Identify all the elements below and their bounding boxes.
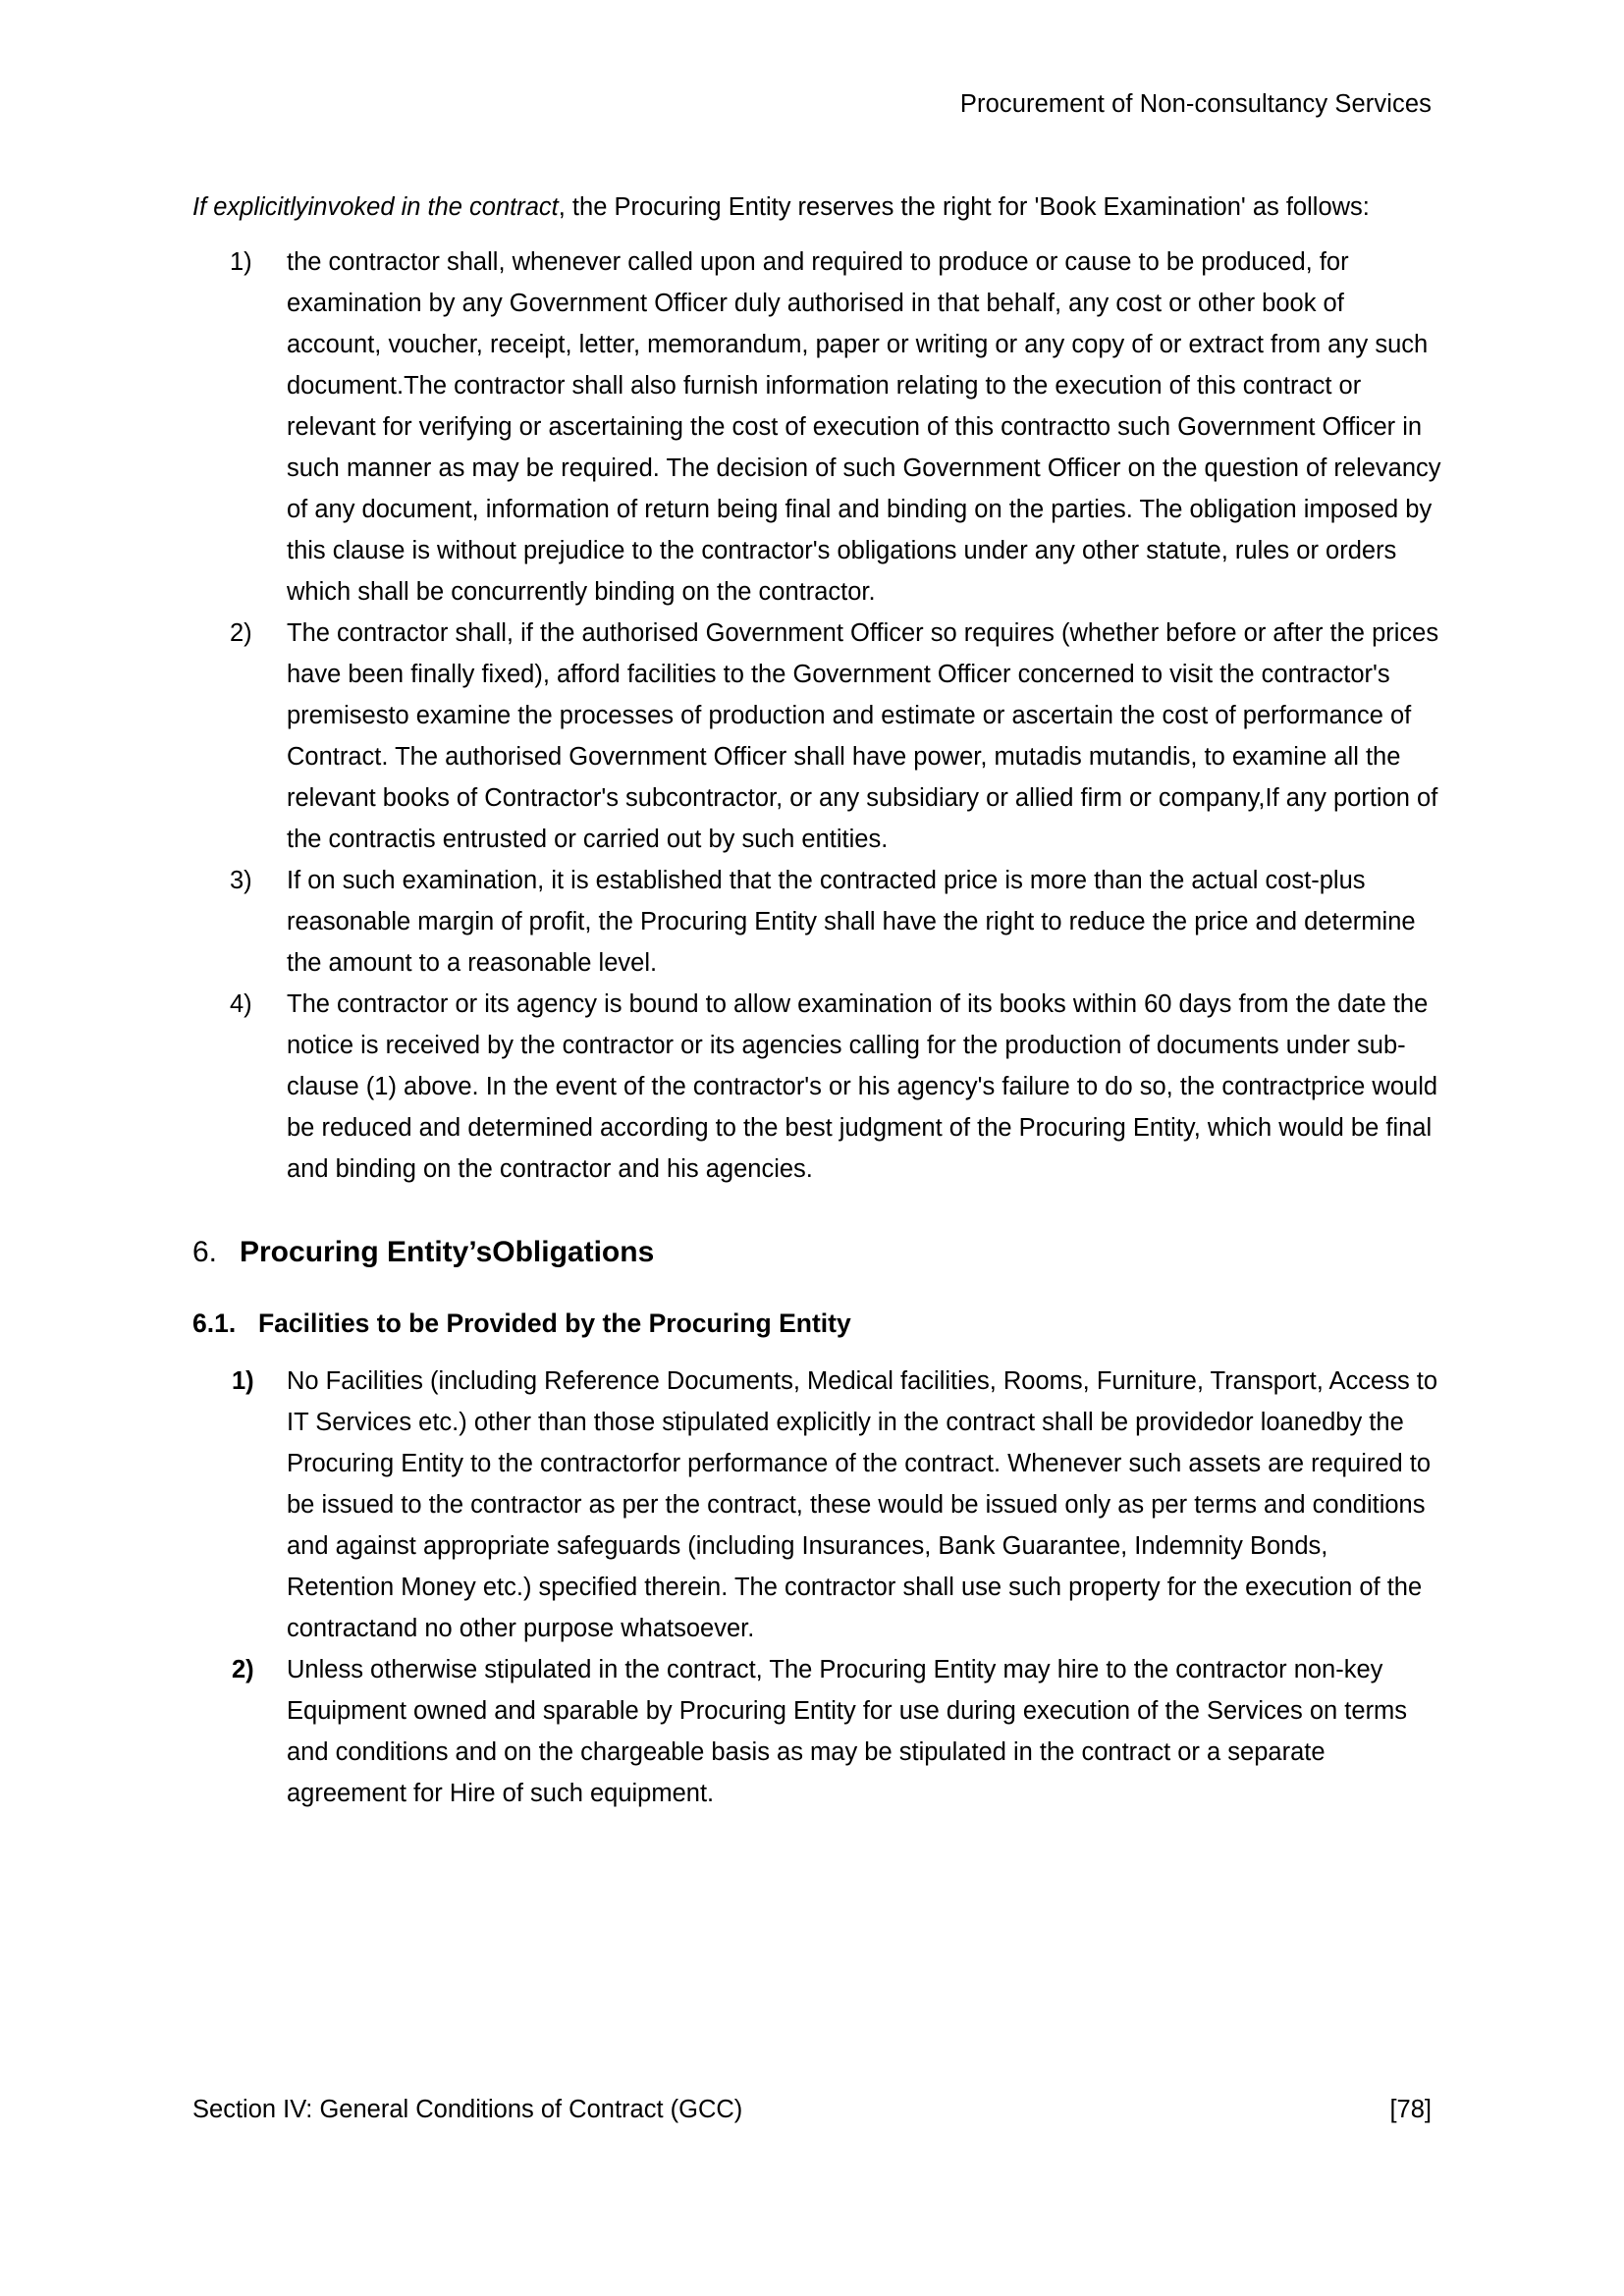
list-item-text: The contractor or its agency is bound to allow examination of its books within 60 days from the date the notice is received by the contractor or its agencies calling for the production of documents under sub-clause (1) above. In the event of the contractor's or his agency's failure to do so, the contractprice would be reduced and determined according to the best judgment of the Procuring Entity, which would be final and binding on the contractor and his agencies. — [287, 990, 1438, 1183]
obligations-list — [192, 1361, 1441, 1814]
list-item-text: Unless otherwise stipulated in the contract, The Procuring Entity may hire to the contractor non-key Equipment owned and sparable by Procuring Entity for use during execution of the Services on terms and conditions and on the chargeable basis as may be stipulated in the contract or a separate agreement for Hire of such equipment. — [287, 1656, 1408, 1807]
intro-rest: , the Procuring Entity reserves the right for 'Book Examination' as follows: — [558, 193, 1370, 221]
list-item-text: The contractor shall, if the authorised Government Officer so requires (whether before or after the prices have been finally fixed), afford facilities to the Government Officer concerned to visit the contractor's premisesto examine the processes of production and estimate or ascertain the cost of performance of Contract. The authorised Government Officer shall have power, mutadis mutandis, to examine all the relevant books of Contractor's subcontractor, or any subsidiary or allied firm or company,If any portion of the contractis entrusted or carried out by such entities. — [287, 619, 1439, 853]
book-examination-list — [192, 241, 1441, 1190]
list-item — [192, 613, 1441, 860]
list-item-marker: 1) — [232, 1367, 254, 1395]
list-item — [192, 984, 1441, 1190]
intro-paragraph — [192, 187, 1441, 228]
list-item-marker: 2) — [232, 1656, 254, 1683]
list-item-text: the contractor shall, whenever called upon and required to produce or cause to be produced, for examination by any Government Officer duly authorised in that behalf, any cost or other book of account, voucher, receipt, letter, memorandum, paper or writing or any copy of or extract from any such document.The contractor shall also furnish information relating to the execution of this contract or relevant for verifying or ascertaining the cost of execution of this contractto such Government Officer in such manner as may be required. The decision of such Government Officer on the question of relevancy of any document, information of return being final and binding on the parties. The obligation imposed by this clause is without prejudice to the contractor's obligations under any other statute, rules or orders which shall be concurrently binding on the contractor. — [287, 248, 1441, 606]
list-item-marker: 4) — [230, 990, 252, 1018]
page-header — [960, 90, 1432, 119]
list-item-text: No Facilities (including Reference Documents, Medical facilities, Rooms, Furniture, Transport, Access to IT Services etc.) other than those stipulated explicitly in the contract shall be providedor loanedby the Procuring Entity to the contractorfor performance of the contract. Whenever such assets are required to be issued to the contractor as per the contract, these would be issued only as per terms and conditions and against appropriate safeguards (including Insurances, Bank Guarantee, Indemnity Bonds, Retention Money etc.) specified therein. The contractor shall use such property for the execution of the contractand no other purpose whatsoever. — [287, 1367, 1438, 1642]
list-item — [192, 1361, 1441, 1649]
subsection-number: 6.1. — [192, 1308, 237, 1338]
list-item — [192, 1649, 1441, 1814]
section-number: 6. — [192, 1236, 218, 1268]
subsection-heading — [192, 1304, 1441, 1343]
intro-italic-lead: If explicitlyinvoked in the contract — [192, 193, 559, 221]
footer-section-label: Section IV: General Conditions of Contract (GCC) — [192, 2096, 743, 2123]
list-item-marker: 3) — [230, 867, 252, 894]
header-title: Procurement of Non-consultancy Services — [959, 90, 1432, 118]
list-item — [192, 860, 1441, 984]
page-footer — [192, 2096, 1432, 2124]
subsection-title: Facilities to be Provided by the Procuring Entity — [258, 1308, 851, 1338]
page-content — [192, 187, 1441, 1814]
list-item-text: If on such examination, it is established that the contracted price is more than the actual cost-plus reasonable margin of profit, the Procuring Entity shall have the right to reduce the price and determine the amount to a reasonable level. — [287, 867, 1416, 977]
list-item-marker: 1) — [230, 248, 252, 276]
section-heading — [192, 1231, 1441, 1274]
list-item-marker: 2) — [230, 619, 252, 647]
footer-page-number: [78] — [1389, 2096, 1432, 2123]
section-title: Procuring Entity’sObligations — [240, 1236, 655, 1268]
list-item — [192, 241, 1441, 613]
